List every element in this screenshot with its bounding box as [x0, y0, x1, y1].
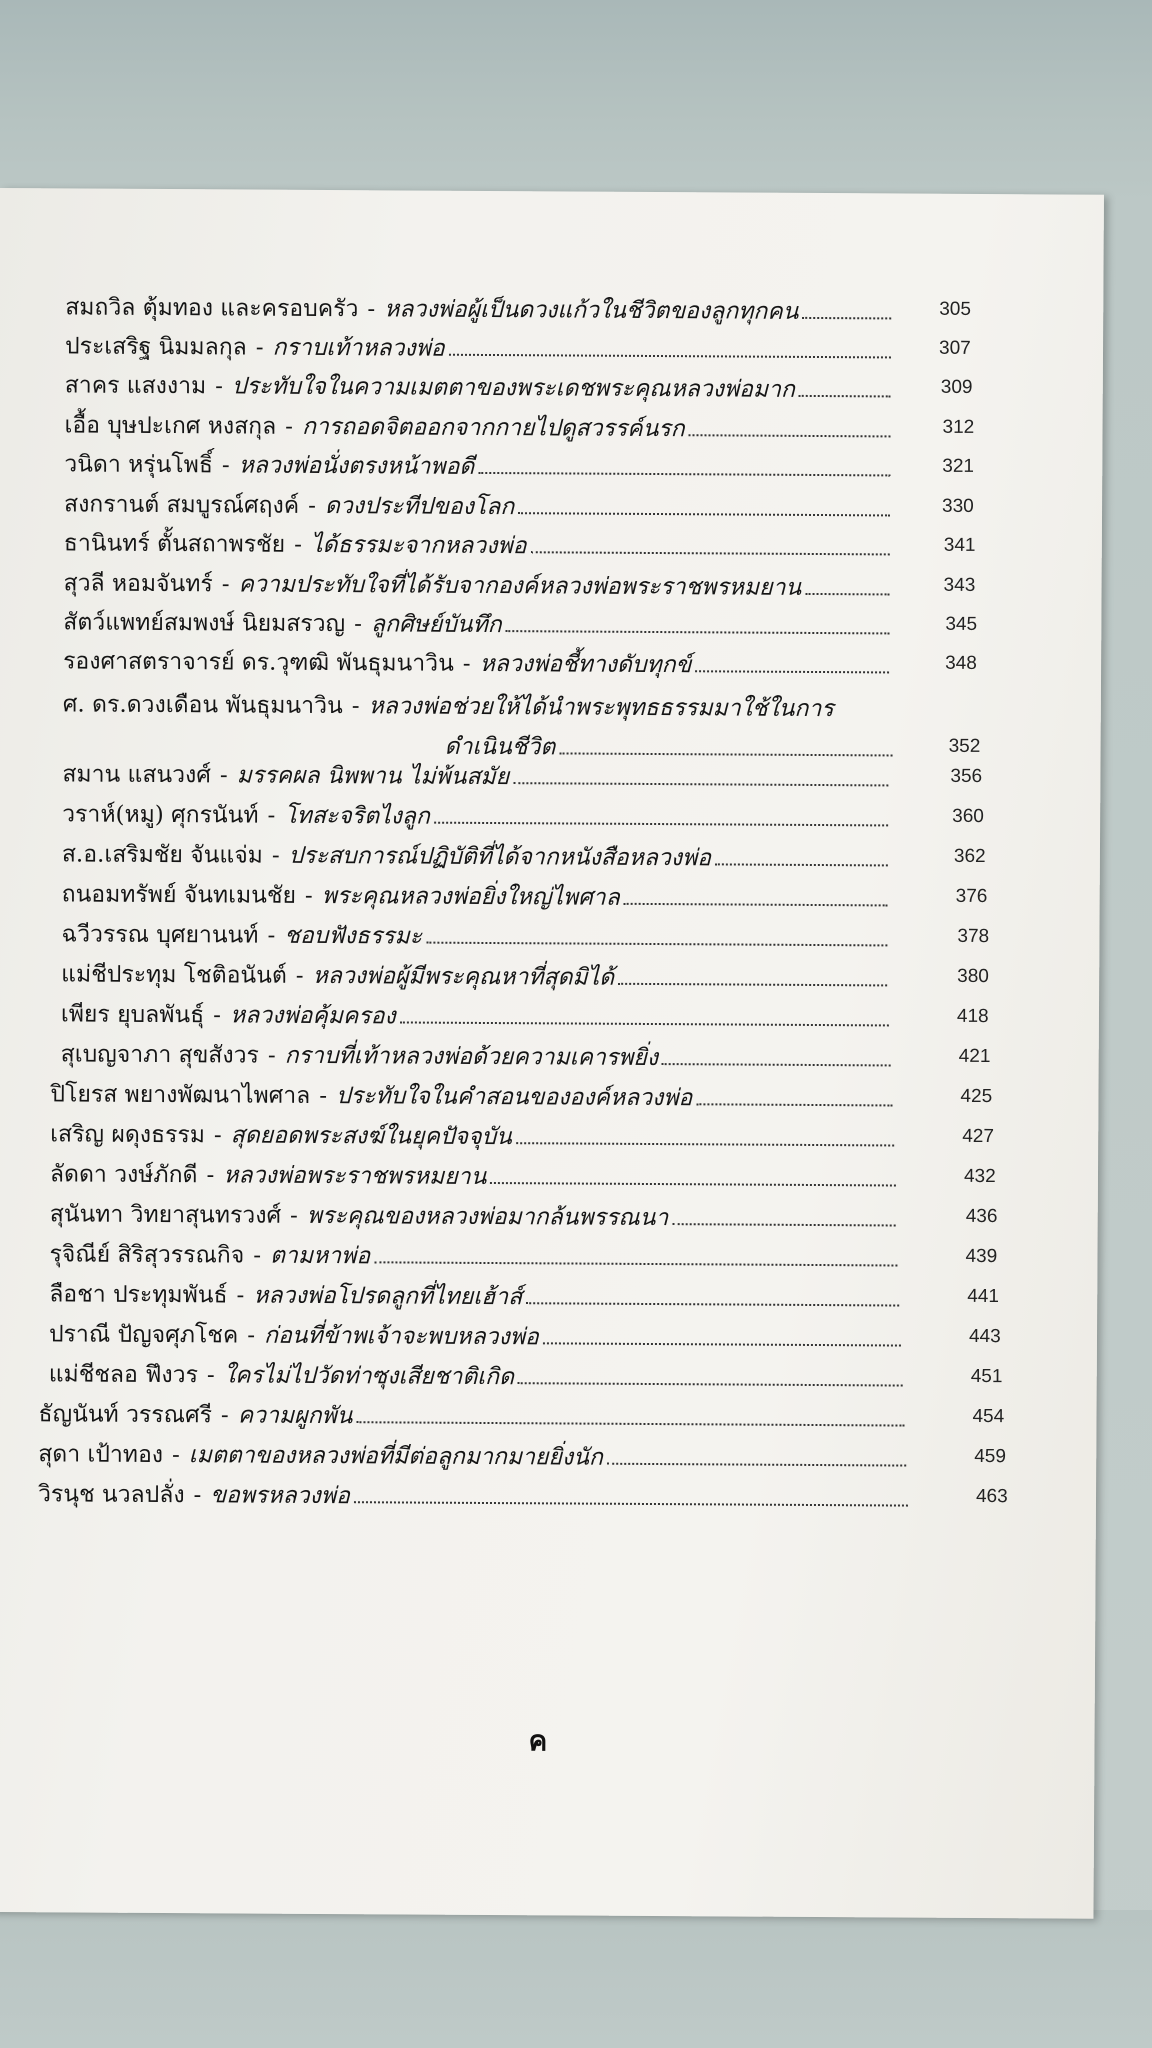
separator: -	[351, 693, 360, 720]
author-name: วราห์(หมู) ศุกรนันท์	[62, 801, 259, 829]
separator: -	[219, 762, 228, 789]
separator: -	[236, 1282, 245, 1309]
dot-leader	[426, 942, 887, 947]
dot-leader	[662, 1063, 891, 1066]
separator: -	[255, 334, 264, 361]
article-title: พระคุณของหลวงพ่อมากล้นพรรณนา	[306, 1202, 669, 1232]
separator: -	[193, 1482, 202, 1509]
author-name: ประเสริฐ นิมมลกุล	[64, 333, 247, 361]
toc-entry	[65, 289, 895, 330]
toc-entry	[64, 446, 894, 487]
author-name: ปิโยรส พยางพัฒนาไพศาล	[50, 1081, 311, 1109]
article-title: หลวงพ่อช่วยให้ได้นำพระพุทธธรรมมาใช้ในการ	[368, 693, 834, 723]
dot-leader	[526, 1302, 899, 1306]
article-title: พระคุณหลวงพ่อยิ่งใหญ่ไพศาล	[321, 882, 620, 911]
author-name: ลัดดา วงษ์ภักดี	[49, 1161, 198, 1189]
toc-entry	[50, 1116, 898, 1157]
article-title: หลวงพ่อโปรดลูกที่ไทยเฮ้าส์	[253, 1282, 523, 1311]
author-name: ฉวีวรรณ บุศยานนท์	[61, 921, 259, 949]
article-title: สุดยอดพระสงฆ์ในยุคปัจจุบัน	[230, 1122, 512, 1151]
dot-leader	[490, 1182, 896, 1186]
dot-leader	[400, 1021, 889, 1026]
author-name: ลือชา ประทุมพันธ์	[49, 1281, 228, 1309]
article-title: การถอดจิตออกจากกายไปดูสวรรค์นรก	[301, 413, 685, 443]
toc-entry	[65, 328, 895, 369]
dot-leader	[449, 354, 891, 359]
toc-entry	[62, 876, 892, 917]
article-title: กราบเท้าหลวงพ่อ	[272, 334, 445, 362]
author-name: รุจิณีย์ สิริสุวรรณกิจ	[49, 1241, 245, 1269]
separator: -	[295, 962, 304, 989]
author-name: ถนอมทรัพย์ จันทเมนชัย	[61, 881, 297, 909]
dot-leader	[354, 1501, 908, 1506]
dot-leader	[689, 434, 891, 437]
separator: -	[206, 1362, 215, 1389]
article-title: ก่อนที่ข้าพเจ้าจะพบหลวงพ่อ	[264, 1322, 539, 1351]
dot-leader	[530, 551, 889, 555]
author-name: ศ. ดร.ดวงเดือน พันธุมนาวิน	[62, 691, 343, 720]
author-name: แม่ชีชลอ ฟึงวร	[48, 1361, 199, 1389]
author-name: สุดา เป้าทอง	[38, 1441, 164, 1469]
toc-entry	[49, 1276, 903, 1317]
separator: -	[267, 802, 276, 829]
page-number: 362	[953, 845, 986, 868]
dot-leader	[518, 1382, 903, 1386]
page-number: 341	[943, 534, 976, 556]
author-name: รองศาสตราจารย์ ดร.วุฑฒิ พันธุมนาวิน	[63, 648, 454, 677]
article-title: ความประทับใจที่ได้รับจากองค์หลวงพ่อพระราชพรหมยาน	[238, 571, 802, 601]
dot-leader	[799, 395, 891, 398]
page-number: 425	[960, 1085, 993, 1108]
author-name: สุเบญจาภา สุขสังวร	[60, 1041, 259, 1069]
page-number: 309	[940, 376, 973, 398]
separator: -	[367, 296, 376, 323]
article-title: ประสบการณ์ปฏิบัติที่ได้จากหนังสือหลวงพ่อ	[288, 842, 712, 872]
toc-entry	[63, 604, 893, 645]
author-name: ธัญนันท์ วรรณศรี	[38, 1401, 213, 1429]
dot-leader	[559, 752, 892, 756]
separator: -	[308, 492, 317, 519]
author-name: สุวลี หอมจันทร์	[63, 570, 213, 598]
page-number: 432	[963, 1165, 996, 1188]
separator: -	[290, 1202, 298, 1229]
author-name: เสริญ ผดุงธรรม	[50, 1121, 206, 1149]
article-title: กราบที่เท้าหลวงพ่อด้วยความเคารพยิ่ง	[284, 1042, 659, 1072]
article-title: ใครไม่ไปวัดท่าซุงเสียชาติเกิด	[223, 1362, 515, 1391]
separator: -	[247, 1322, 256, 1349]
dot-leader	[696, 1103, 892, 1106]
separator: -	[319, 1082, 328, 1110]
article-title-continued: ดำเนินชีวิต	[444, 733, 556, 761]
page-number: 443	[968, 1325, 1001, 1348]
page-number: 321	[942, 455, 975, 477]
toc-entry	[49, 1356, 907, 1397]
toc-entry	[38, 1476, 912, 1517]
article-title: ประทับใจในความเมตตาของพระเดชพระคุณหลวงพ่อมาก	[231, 373, 795, 403]
book-page	[0, 188, 1104, 1919]
page-number: 343	[943, 574, 976, 596]
separator: -	[215, 373, 224, 400]
page-number: 348	[945, 652, 977, 674]
page-number: 459	[974, 1445, 1007, 1468]
page-footer-letter: ค	[528, 1724, 548, 1758]
article-title: หลวงพ่อนั่งตรงหน้าพอดี	[238, 452, 475, 480]
dot-leader	[672, 1223, 895, 1226]
dot-leader	[374, 1261, 897, 1266]
author-name: สมถวิล ตุ้มทอง และครอบครัว	[65, 294, 359, 323]
separator: -	[213, 1122, 222, 1149]
page-number: 312	[942, 416, 975, 438]
page-number: 427	[962, 1125, 994, 1148]
toc-entry	[62, 796, 892, 837]
author-name: สงกรานต์ สมบูรณ์ศฤงค์	[63, 491, 300, 519]
toc-entry	[50, 1196, 900, 1237]
toc-entry	[62, 836, 892, 877]
toc-entry	[61, 996, 893, 1037]
page-number: 454	[972, 1405, 1005, 1428]
dot-leader	[715, 863, 888, 866]
separator: -	[285, 413, 294, 440]
dot-leader	[518, 512, 890, 516]
separator: -	[294, 531, 303, 558]
article-title: ความผูกพัน	[237, 1402, 353, 1430]
toc-entry	[63, 686, 893, 727]
dot-leader	[356, 1421, 904, 1426]
separator: -	[220, 1402, 229, 1429]
toc-entry	[61, 916, 891, 957]
page-number: 345	[945, 613, 978, 635]
page-number: 441	[967, 1285, 1000, 1308]
separator: -	[213, 1002, 222, 1029]
article-title: ขอพรหลวงพ่อ	[210, 1482, 350, 1510]
author-name: เอื้อ บุษปะเกศ หงสกุล	[64, 412, 277, 440]
article-title: ได้ธรรมะจากหลวงพ่อ	[310, 531, 527, 560]
separator: -	[206, 1162, 215, 1189]
page-number: 352	[948, 735, 981, 757]
toc-entry	[50, 1076, 896, 1117]
author-name: วนิดา หรุ่นโพธิ์	[64, 451, 213, 479]
toc-entry	[49, 1316, 905, 1357]
author-name: ปราณี ปัญจศุภโชค	[48, 1321, 239, 1349]
separator: -	[354, 611, 363, 638]
separator: -	[271, 842, 280, 869]
article-title: หลวงพ่อชี้ทางดับทุกข์	[479, 650, 692, 679]
toc-entry	[65, 367, 895, 408]
separator: -	[221, 571, 230, 598]
toc-entry	[61, 1036, 895, 1077]
author-name: สัตว์แพทย์สมพงษ์ นิยมสรวญ	[63, 609, 346, 638]
author-name: เพียร ยุบลพันธุ์	[60, 1001, 205, 1029]
separator: -	[221, 452, 230, 479]
author-name: สมาน แสนวงศ์	[62, 761, 211, 789]
toc-entry	[49, 1236, 901, 1277]
page-number: 378	[957, 925, 990, 948]
toc-entry	[61, 956, 891, 997]
article-title: เมตตาของหลวงพ่อที่มีต่อลูกมากมายยิ่งนัก	[188, 1442, 603, 1471]
page-number: 356	[950, 765, 983, 788]
article-title: ดวงประทีปของโลก	[324, 492, 515, 521]
page-number: 307	[938, 337, 971, 359]
dot-leader	[618, 983, 887, 987]
dot-leader	[516, 1142, 894, 1146]
author-name: วิรนุช นวลปลั่ง	[37, 1481, 185, 1509]
page-number: 436	[965, 1205, 998, 1228]
author-name: สุนันทา วิทยาสุนทรวงศ์	[49, 1201, 282, 1229]
article-title: หลวงพ่อผู้มีพระคุณหาที่สุดมิได้	[312, 962, 615, 991]
article-title: หลวงพ่อพระราชพรหมยาน	[223, 1162, 487, 1190]
page-number: 380	[957, 965, 989, 988]
page-number: 463	[975, 1485, 1008, 1508]
dot-leader	[695, 670, 889, 673]
toc-entry	[38, 1396, 908, 1437]
separator: -	[267, 922, 276, 949]
separator: -	[253, 1242, 262, 1269]
separator: -	[267, 1042, 276, 1069]
author-name: ส.อ.เสริมชัย จันแจ่ม	[61, 841, 263, 869]
toc-entry	[64, 486, 894, 527]
dot-leader	[802, 317, 891, 320]
background-surface	[0, 1910, 1152, 2048]
dot-leader	[478, 472, 890, 477]
author-name: ธานินทร์ ตั้นสถาพรชัย	[63, 530, 286, 558]
toc-entry	[63, 643, 893, 684]
article-title: มรรคผล นิพพาน ไม่พ้นสมัย	[236, 762, 510, 791]
article-title: ประทับใจในคำสอนขององค์หลวงพ่อ	[335, 1083, 693, 1112]
author-name: สาคร แสงงาม	[64, 372, 207, 400]
dot-leader	[506, 630, 890, 634]
article-title: ลูกศิษย์บันทึก	[370, 611, 502, 639]
toc-entry	[50, 1156, 900, 1197]
table-of-contents	[0, 188, 1104, 1919]
article-title: หลวงพ่อผู้เป็นดวงแก้วในชีวิตของลูกทุกคน	[384, 296, 799, 325]
page-number: 439	[965, 1245, 998, 1268]
toc-entry	[62, 756, 892, 797]
page-number: 360	[952, 805, 984, 828]
toc-entry	[38, 1436, 910, 1477]
article-title: โทสะจริตไงลูก	[284, 802, 430, 830]
dot-leader	[607, 1463, 906, 1467]
dot-leader	[805, 593, 889, 596]
page-number: 330	[942, 495, 974, 517]
article-title: ตามหาพ่อ	[269, 1242, 371, 1270]
separator: -	[462, 650, 471, 677]
dot-leader	[543, 1342, 901, 1346]
page-number: 451	[970, 1365, 1003, 1388]
dot-leader	[513, 782, 888, 786]
separator: -	[171, 1442, 180, 1469]
toc-entry	[64, 525, 894, 566]
article-title: ชอบฟังธรรมะ	[284, 922, 423, 950]
page-number: 305	[939, 298, 972, 320]
page-number: 376	[955, 885, 988, 908]
author-name: แม่ชีประทุม โชติอนันต์	[61, 961, 287, 989]
article-title: หลวงพ่อคุ้มครอง	[229, 1002, 396, 1030]
dot-leader	[624, 903, 888, 907]
dot-leader	[434, 822, 888, 827]
toc-entry	[64, 407, 894, 448]
page-number: 418	[956, 1005, 989, 1028]
separator: -	[304, 882, 313, 909]
toc-entry	[63, 565, 893, 606]
page-number: 421	[958, 1045, 991, 1068]
